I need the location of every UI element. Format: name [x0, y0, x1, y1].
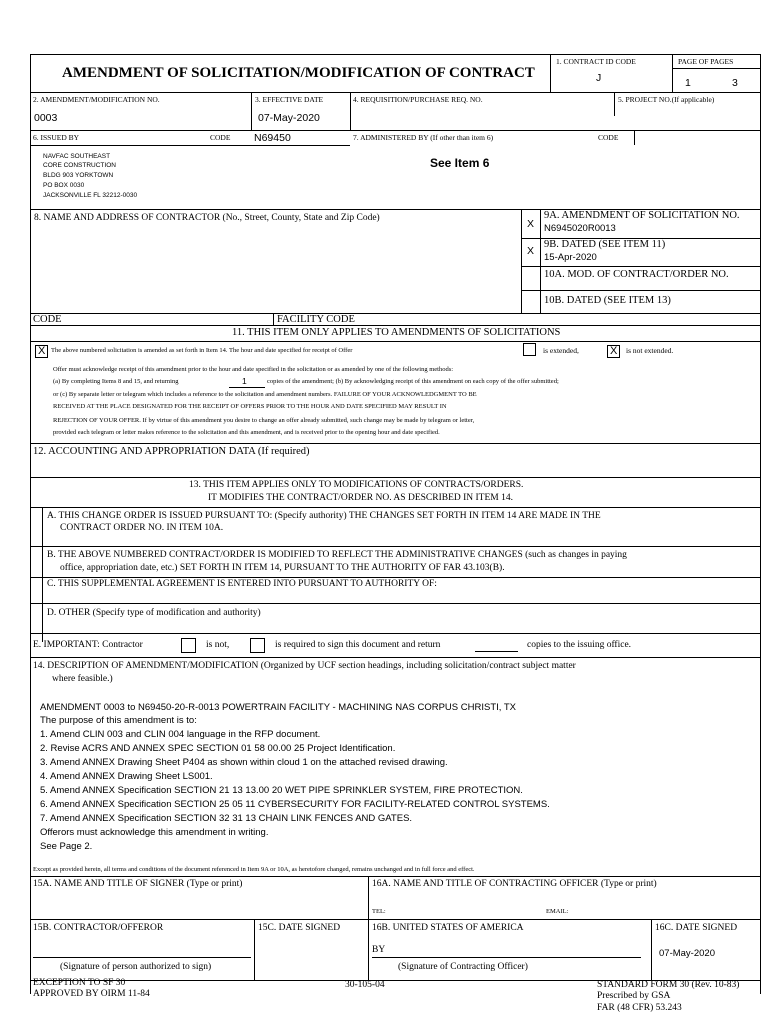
facility-code-label: FACILITY CODE: [277, 314, 355, 325]
item-e-label: E. IMPORTANT: Contractor: [33, 640, 143, 650]
description-line: The purpose of this amendment is to:: [40, 715, 197, 726]
is-extended-checkbox[interactable]: [523, 343, 536, 356]
description-line: 5. Amend ANNEX Specification SECTION 21 13 13.00 20 WET PIPE SPRINKLER SYSTEM, FIRE PROTECTION.: [40, 785, 523, 796]
description-line: 7. Amend ANNEX Specification SECTION 32 31 13 CHAIN LINK FENCES AND GATES.: [40, 813, 413, 824]
by-label: BY: [372, 945, 386, 955]
signature-person-caption: (Signature of person authorized to sign): [60, 962, 212, 972]
requisition-label: 4. REQUISITION/PURCHASE REQ. NO.: [353, 95, 483, 104]
item-13-header-2: IT MODIFIES THE CONTRACT/ORDER NO. AS DESCRIBED IN ITEM 14.: [208, 493, 513, 503]
item-9a-mark: X: [527, 218, 535, 230]
item-11-header: 11. THIS ITEM ONLY APPLIES TO AMENDMENTS OF SOLICITATIONS: [232, 327, 561, 338]
item-13a-line-2: CONTRACT ORDER NO. IN ITEM 10A.: [60, 523, 224, 533]
footer-prescribed: Prescribed by GSA: [597, 991, 671, 1001]
effective-date-label: 3. EFFECTIVE DATE: [255, 95, 324, 104]
issuer-address-line: BLDG 903 YORKTOWN: [43, 172, 114, 179]
offer-instructions-line: (a) By completing Items 8 and 15, and returning: [53, 378, 179, 385]
offer-instructions-line: RECEIVED AT THE PLACE DESIGNATED FOR THE RECEIPT OF OFFERS PRIOR TO THE HOUR AND DATE SPECIFIED MAY RESULT IN: [53, 403, 447, 410]
is-extended-label: is extended,: [543, 346, 579, 355]
not-extended-label: is not extended.: [626, 346, 674, 355]
contract-id-code: J: [596, 72, 602, 84]
item-15a-label: 15A. NAME AND TITLE OF SIGNER (Type or print): [33, 879, 243, 889]
item-16a-label: 16A. NAME AND TITLE OF CONTRACTING OFFICER (Type or print): [372, 879, 657, 889]
amendment-no-label: 2. AMENDMENT/MODIFICATION NO.: [33, 95, 160, 104]
page-count: 3: [732, 77, 738, 89]
item-16c-label: 16C. DATE SIGNED: [655, 923, 738, 933]
item-9b-label: 9B. DATED (SEE ITEM 11): [544, 239, 666, 250]
page-number: 1: [685, 77, 691, 89]
item-16b-label: 16B. UNITED STATES OF AMERICA: [372, 923, 524, 933]
description-line: See Page 2.: [40, 841, 93, 852]
administered-by-label: 7. ADMINISTERED BY (If other than item 6): [353, 133, 494, 142]
item-12-label: 12. ACCOUNTING AND APPROPRIATION DATA (If required): [33, 446, 310, 457]
issued-by-label: 6. ISSUED BY: [33, 133, 80, 142]
item-13d: D. OTHER (Specify type of modification and authority): [47, 608, 261, 618]
is-not-checkbox[interactable]: [181, 638, 196, 653]
item-13c: C. THIS SUPPLEMENTAL AGREEMENT IS ENTERED INTO PURSUANT TO AUTHORITY OF:: [47, 579, 437, 589]
page-of-pages-label: PAGE OF PAGES: [678, 57, 734, 66]
item-9b-value: 15-Apr-2020: [544, 252, 597, 263]
contractor-signature-line[interactable]: [33, 957, 251, 958]
description-line: 1. Amend CLIN 003 and CLIN 004 language in the RFP document.: [40, 729, 321, 740]
issued-code: N69450: [254, 132, 291, 144]
amendment-no: 0003: [34, 112, 58, 124]
item-13-header-1: 13. THIS ITEM APPLIES ONLY TO MODIFICATIONS OF CONTRACTS/ORDERS.: [189, 480, 524, 490]
issuer-address-line: JACKSONVILLE FL 32212-0030: [43, 192, 138, 199]
footer-standard-form: STANDARD FORM 30 (Rev. 10-83): [597, 980, 740, 990]
item-14-label-2: where feasible.): [52, 674, 113, 684]
offer-instructions-line: copies of the amendment; (b) By acknowledging receipt of this amendment on each copy of the offer submitted;: [267, 378, 559, 385]
item-e-required: is required to sign this document and return: [275, 640, 441, 650]
code-bottom-label: CODE: [33, 314, 62, 325]
item-10a-label: 10A. MOD. OF CONTRACT/ORDER NO.: [544, 269, 729, 280]
issuer-address-line: CORE CONSTRUCTION: [43, 162, 116, 169]
item-9a-value: N6945020R0013: [544, 223, 616, 234]
except-text: Except as provided herein, all terms and conditions of the document referenced in Item 9A or 10A, as heretofore changed, remains unchanged and in full force and effect.: [33, 866, 475, 873]
item-14-label-1: 14. DESCRIPTION OF AMENDMENT/MODIFICATION (Organized by UCF section headings, including solicitation/contract subject matter: [33, 661, 576, 671]
item-10b-label: 10B. DATED (SEE ITEM 13): [544, 295, 671, 306]
footer-far: FAR (48 CFR) 53.243: [597, 1003, 682, 1013]
project-no-label: 5. PROJECT NO.(If applicable): [618, 95, 715, 104]
footer-form-number: 30-105-04: [345, 980, 385, 990]
description-line: 3. Amend ANNEX Drawing Sheet P404 as shown within cloud 1 on the attached revised drawing.: [40, 757, 448, 768]
item-e-copies: copies to the issuing office.: [527, 640, 632, 650]
description-line: 6. Amend ANNEX Specification SECTION 25 05 11 CYBERSECURITY FOR FACILITY-RELATED CONTROL SYSTEMS.: [40, 799, 550, 810]
description-line: Offerors must acknowledge this amendment in writing.: [40, 827, 269, 838]
email-label: EMAIL:: [546, 908, 569, 915]
administered-code-label: CODE: [598, 133, 619, 142]
copies-returned: 1: [242, 376, 247, 386]
item-e-is-not: is not,: [206, 640, 230, 650]
effective-date: 07-May-2020: [258, 112, 320, 124]
description-line: 4. Amend ANNEX Drawing Sheet LS001.: [40, 771, 213, 782]
item-13b-line-1: B. THE ABOVE NUMBERED CONTRACT/ORDER IS MODIFIED TO REFLECT THE ADMINISTRATIVE CHANGES (such as changes in paying: [47, 550, 627, 560]
issuer-address-line: NAVFAC SOUTHEAST: [43, 153, 111, 160]
description-line: AMENDMENT 0003 to N69450-20-R-0013 POWERTRAIN FACILITY - MACHINING NAS CORPUS CHRISTI, TX: [40, 702, 517, 713]
is-required-checkbox[interactable]: [250, 638, 265, 653]
issued-code-label: CODE: [210, 133, 231, 142]
item-9b-mark: X: [527, 245, 535, 257]
item-15b-label: 15B. CONTRACTOR/OFFEROR: [33, 923, 164, 933]
offer-instructions-line: REJECTION OF YOUR OFFER. If by virtue of this amendment you desire to change an offer already submitted, such change may be made by telegram or letter,: [53, 417, 475, 424]
description-line: 2. Revise ACRS AND ANNEX SPEC SECTION 01 58 00.00 25 Project Identification.: [40, 743, 396, 754]
item-9a-label: 9A. AMENDMENT OF SOLICITATION NO.: [544, 210, 740, 221]
footer-approved: APPROVED BY OIRM 11-84: [33, 989, 150, 999]
item-13b-line-2: office, appropriation date, etc.) SET FORTH IN ITEM 14, PURSUANT TO THE AUTHORITY OF FAR 43.103(B).: [60, 563, 505, 573]
item-11-text: The above numbered solicitation is amended as set forth in Item 14. The hour and date specified for receipt of Offer: [51, 347, 353, 354]
offer-instructions-line: Offer must acknowledge receipt of this amendment prior to the hour and date specified in the solicitation or as amended by one of the following methods:: [53, 366, 454, 373]
contractor-label: 8. NAME AND ADDRESS OF CONTRACTOR (No., Street, County, State and Zip Code): [34, 213, 380, 223]
not-extended-mark: X: [610, 345, 618, 357]
issuer-address-line: PO BOX 0030: [43, 182, 85, 189]
item-13a-line-1: A. THIS CHANGE ORDER IS ISSUED PURSUANT TO: (Specify authority) THE CHANGES SET FORTH IN ITEM 14 ARE MADE IN THE: [47, 511, 601, 521]
officer-signature-line[interactable]: [410, 957, 641, 958]
see-item-6: See Item 6: [430, 156, 490, 170]
contract-id-code-label: 1. CONTRACT ID CODE: [556, 57, 636, 66]
signature-officer-caption: (Signature of Contracting Officer): [398, 962, 528, 972]
form-title: AMENDMENT OF SOLICITATION/MODIFICATION OF CONTRACT: [62, 65, 535, 81]
offer-instructions-line: or (c) By separate letter or telegram which includes a reference to the solicitation and amendment numbers. FAILURE OF YOUR ACKNOWLEDGMENT TO BE: [53, 391, 477, 398]
offer-instructions-line: provided each telegram or letter makes reference to the solicitation and this amendment, and is received prior to the opening hour and date specified.: [53, 429, 440, 436]
item-11-mark: X: [38, 345, 46, 357]
tel-label: TEL:: [372, 908, 386, 915]
item-15c-label: 15C. DATE SIGNED: [258, 923, 341, 933]
footer-exception: EXCEPTION TO SF 30: [33, 978, 126, 988]
date-signed-16c: 07-May-2020: [659, 948, 715, 959]
